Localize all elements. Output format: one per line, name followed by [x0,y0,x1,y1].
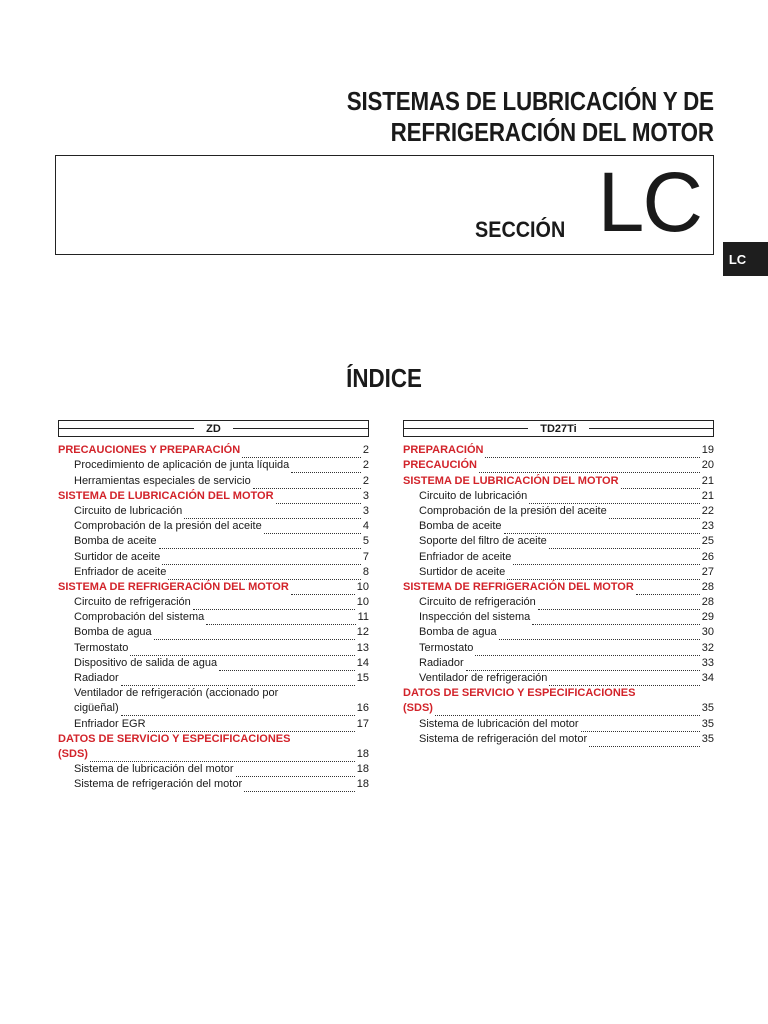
toc-entry-label: SISTEMA DE REFRIGERACIÓN DEL MOTOR [58,580,289,593]
toc-page-number: 30 [701,626,714,639]
leader-dots [513,553,699,565]
leader-dots [621,477,700,489]
toc-page-number: 2 [362,474,369,487]
toc-entry[interactable] [58,716,369,731]
leader-dots [291,461,361,473]
toc-entry-label: Bomba de aceite [419,520,502,533]
toc-entry-label: Enfriador EGR [74,717,146,730]
toc-entry-label: Radiador [419,656,464,669]
leader-dots [479,461,700,473]
leader-dots [435,704,700,716]
toc-entry[interactable] [58,473,369,488]
toc-page-number: 14 [356,656,369,669]
toc-page-number: 27 [701,565,714,578]
toc-page-number: 21 [701,474,714,487]
toc-section-heading[interactable] [403,443,714,458]
toc-entry-label: SISTEMA DE LUBRICACIÓN DEL MOTOR [58,489,274,502]
title-line-2: REFRIGERACIÓN DEL MOTOR [390,117,714,147]
leader-dots [242,446,361,458]
leader-dots [236,765,355,777]
toc-entry[interactable] [58,686,369,701]
document-title [347,86,714,148]
toc-page-number: 23 [701,520,714,533]
column-header-label: TD27Ti [528,423,588,435]
toc-entry[interactable] [58,595,369,610]
toc-entry-label: Comprobación de la presión del aceite [74,520,262,533]
toc-page-number: 17 [356,717,369,730]
toc-page-number: 13 [356,641,369,654]
leader-dots [609,507,700,519]
leader-dots [276,492,361,504]
toc-page-number: 18 [356,778,369,791]
leader-dots [168,568,361,580]
toc-entry-label: PRECAUCIONES Y PREPARACIÓN [58,444,241,457]
toc-entry[interactable] [403,595,714,610]
toc-entry[interactable] [403,656,714,671]
leader-dots [130,644,354,656]
toc-entry-label: Circuito de refrigeración [419,596,536,609]
toc-page-number: 8 [362,565,369,578]
toc-page-number: 10 [356,596,369,609]
toc-page-number: 26 [701,550,714,563]
toc-page-number: 3 [362,489,369,502]
toc-page-number: 2 [362,444,369,457]
toc-section-heading[interactable] [403,458,714,473]
toc-page-number: 2 [362,459,369,472]
leader-dots [162,553,361,565]
toc-entry-label: SISTEMA DE LUBRICACIÓN DEL MOTOR [403,474,619,487]
toc-page-number: 12 [356,626,369,639]
leader-dots [184,507,361,519]
toc-list [403,443,714,747]
toc-entry-label: Termostato [74,641,129,654]
toc-entry[interactable] [403,732,714,747]
leader-dots [529,492,700,504]
toc-entry-label: Inspección del sistema [419,611,531,624]
toc-entry[interactable] [58,534,369,549]
toc-entry[interactable] [403,716,714,731]
toc-entry[interactable] [403,489,714,504]
toc-section-heading[interactable] [403,580,714,595]
toc-page-number: 28 [701,580,714,593]
toc-page-number: 15 [356,672,369,684]
toc-page-number: 11 [357,611,369,624]
toc-entry[interactable] [403,534,714,549]
toc-entry[interactable] [58,671,369,686]
toc-entry[interactable] [403,671,714,686]
toc-entry[interactable] [403,565,714,580]
toc-entry[interactable] [58,610,369,625]
toc-page-number: 3 [362,504,369,517]
leader-dots [219,659,355,671]
leader-dots [507,568,700,580]
toc-entry[interactable] [403,640,714,655]
toc-page-number: 35 [701,717,714,730]
toc-column-td27ti [403,420,714,747]
toc-page-number: 29 [701,611,714,624]
leader-dots [499,628,700,640]
column-header [403,420,714,437]
leader-dots [581,720,700,732]
leader-dots [264,522,361,534]
toc-section-heading[interactable] [58,580,369,595]
toc-page-number: 25 [701,535,714,548]
toc-entry[interactable] [403,504,714,519]
toc-page-number: 20 [701,459,714,472]
toc-list [58,443,369,792]
column-header-label: ZD [194,423,233,435]
leader-dots [154,628,355,640]
side-tab-section[interactable]: LC [723,242,768,276]
toc-page-number: 33 [701,656,714,669]
leader-dots [538,598,700,610]
toc-entry-label: Dispositivo de salida de agua [74,656,218,669]
toc-page-number: 5 [362,535,369,548]
leader-dots [90,750,355,762]
toc-entry[interactable] [58,640,369,655]
toc-section-heading[interactable] [58,489,369,504]
toc-entry-label: Bomba de aceite [74,535,157,548]
toc-entry[interactable] [403,610,714,625]
toc-entry-label: Ventilador de refrigeración [419,672,548,684]
toc-entry-label: Sistema de lubricación del motor [74,763,234,776]
toc-page-number: 28 [701,596,714,609]
leader-dots [121,674,355,686]
toc-entry[interactable] [58,519,369,534]
toc-page-number: 4 [362,520,369,533]
toc-entry-label: Sistema de lubricación del motor [419,717,579,730]
toc-entry-label: Ventilador de refrigeración (accionado por [74,687,279,700]
leader-dots [193,598,355,610]
toc-section-heading[interactable] [58,732,369,747]
toc-entry-label: Sistema de refrigeración del motor [74,778,243,791]
leader-dots [244,780,355,792]
toc-entry-label: Soporte del filtro de aceite [419,535,547,548]
leader-dots [206,613,355,625]
toc-page-number: 34 [701,672,714,684]
toc-entry[interactable] [58,458,369,473]
toc-page-number: 35 [701,702,714,715]
toc-page-number: 35 [701,732,714,745]
toc-entry-label: PREPARACIÓN [403,444,484,457]
toc-entry[interactable] [403,625,714,640]
leader-dots [148,720,355,732]
toc-entry-label: Comprobación del sistema [74,611,205,624]
leader-dots [291,583,355,595]
toc-column-zd [58,420,369,792]
toc-entry-label: Radiador [74,672,119,684]
toc-entry[interactable] [58,762,369,777]
leader-dots [253,477,361,489]
index-title: ÍNDICE [346,363,422,393]
toc-entry-label: cigüeñal) [74,702,119,715]
toc-entry-label: Bomba de agua [419,626,497,639]
toc-entry[interactable] [403,519,714,534]
toc-entry-label: DATOS DE SERVICIO Y ESPECIFICACIONES [58,732,291,745]
column-header [58,420,369,437]
leader-dots [549,674,699,686]
leader-dots [485,446,699,458]
toc-entry-continuation[interactable] [58,701,369,716]
toc-section-heading[interactable] [403,473,714,488]
toc-entry[interactable] [403,549,714,564]
toc-section-heading[interactable] [403,686,714,701]
toc-entry-label: (SDS) [58,747,88,760]
leader-dots [159,537,361,549]
leader-dots [549,537,700,549]
toc-entry-label: Enfriador de aceite [419,550,512,563]
leader-dots [504,522,700,534]
toc-page-number: 32 [701,641,714,654]
toc-entry-label: Herramientas especiales de servicio [74,474,251,487]
leader-dots [121,704,355,716]
toc-entry-label: Termostato [419,641,474,654]
toc-page-number: 18 [356,747,369,760]
toc-entry-label: Surtidor de aceite [419,565,506,578]
toc-entry-continuation[interactable] [58,747,369,762]
toc-page-number: 16 [356,702,369,715]
toc-entry[interactable] [58,565,369,580]
toc-page-number: 21 [701,489,714,502]
toc-entry[interactable] [58,777,369,792]
leader-dots [466,659,700,671]
toc-entry-label: PRECAUCIÓN [403,459,477,472]
toc-entry[interactable] [58,504,369,519]
toc-entry-label: Sistema de refrigeración del motor [419,732,588,745]
toc-entry-label: Bomba de agua [74,626,152,639]
toc-page-number: 10 [356,580,369,593]
toc-entry-label: Circuito de lubricación [74,504,183,517]
toc-page-number: 7 [362,550,369,563]
toc-entry-label: Circuito de refrigeración [74,596,191,609]
leader-dots [475,644,699,656]
title-line-1: SISTEMAS DE LUBRICACIÓN Y DE [346,86,714,116]
leader-dots [636,583,700,595]
toc-page-number: 18 [356,763,369,776]
toc-entry-label: Circuito de lubricación [419,489,528,502]
toc-entry[interactable] [58,625,369,640]
section-box [55,155,714,255]
section-label: SECCIÓN [474,217,565,242]
leader-dots [532,613,699,625]
toc-entry-label: Enfriador de aceite [74,565,167,578]
toc-entry-label: (SDS) [403,702,433,715]
toc-entry-label: Comprobación de la presión del aceite [419,504,607,517]
toc-page-number: 22 [701,504,714,517]
toc-section-heading[interactable] [58,443,369,458]
toc-entry-label: Procedimiento de aplicación de junta líquida [74,459,290,472]
leader-dots [589,735,700,747]
toc-entry-label: Surtidor de aceite [74,550,161,563]
toc-entry[interactable] [58,549,369,564]
section-code: LC [597,155,701,249]
toc-entry-continuation[interactable] [403,701,714,716]
toc-entry[interactable] [58,656,369,671]
toc-page-number: 19 [701,444,714,457]
toc-entry-label: DATOS DE SERVICIO Y ESPECIFICACIONES [403,687,636,700]
toc-entry-label: SISTEMA DE REFRIGERACIÓN DEL MOTOR [403,580,634,593]
